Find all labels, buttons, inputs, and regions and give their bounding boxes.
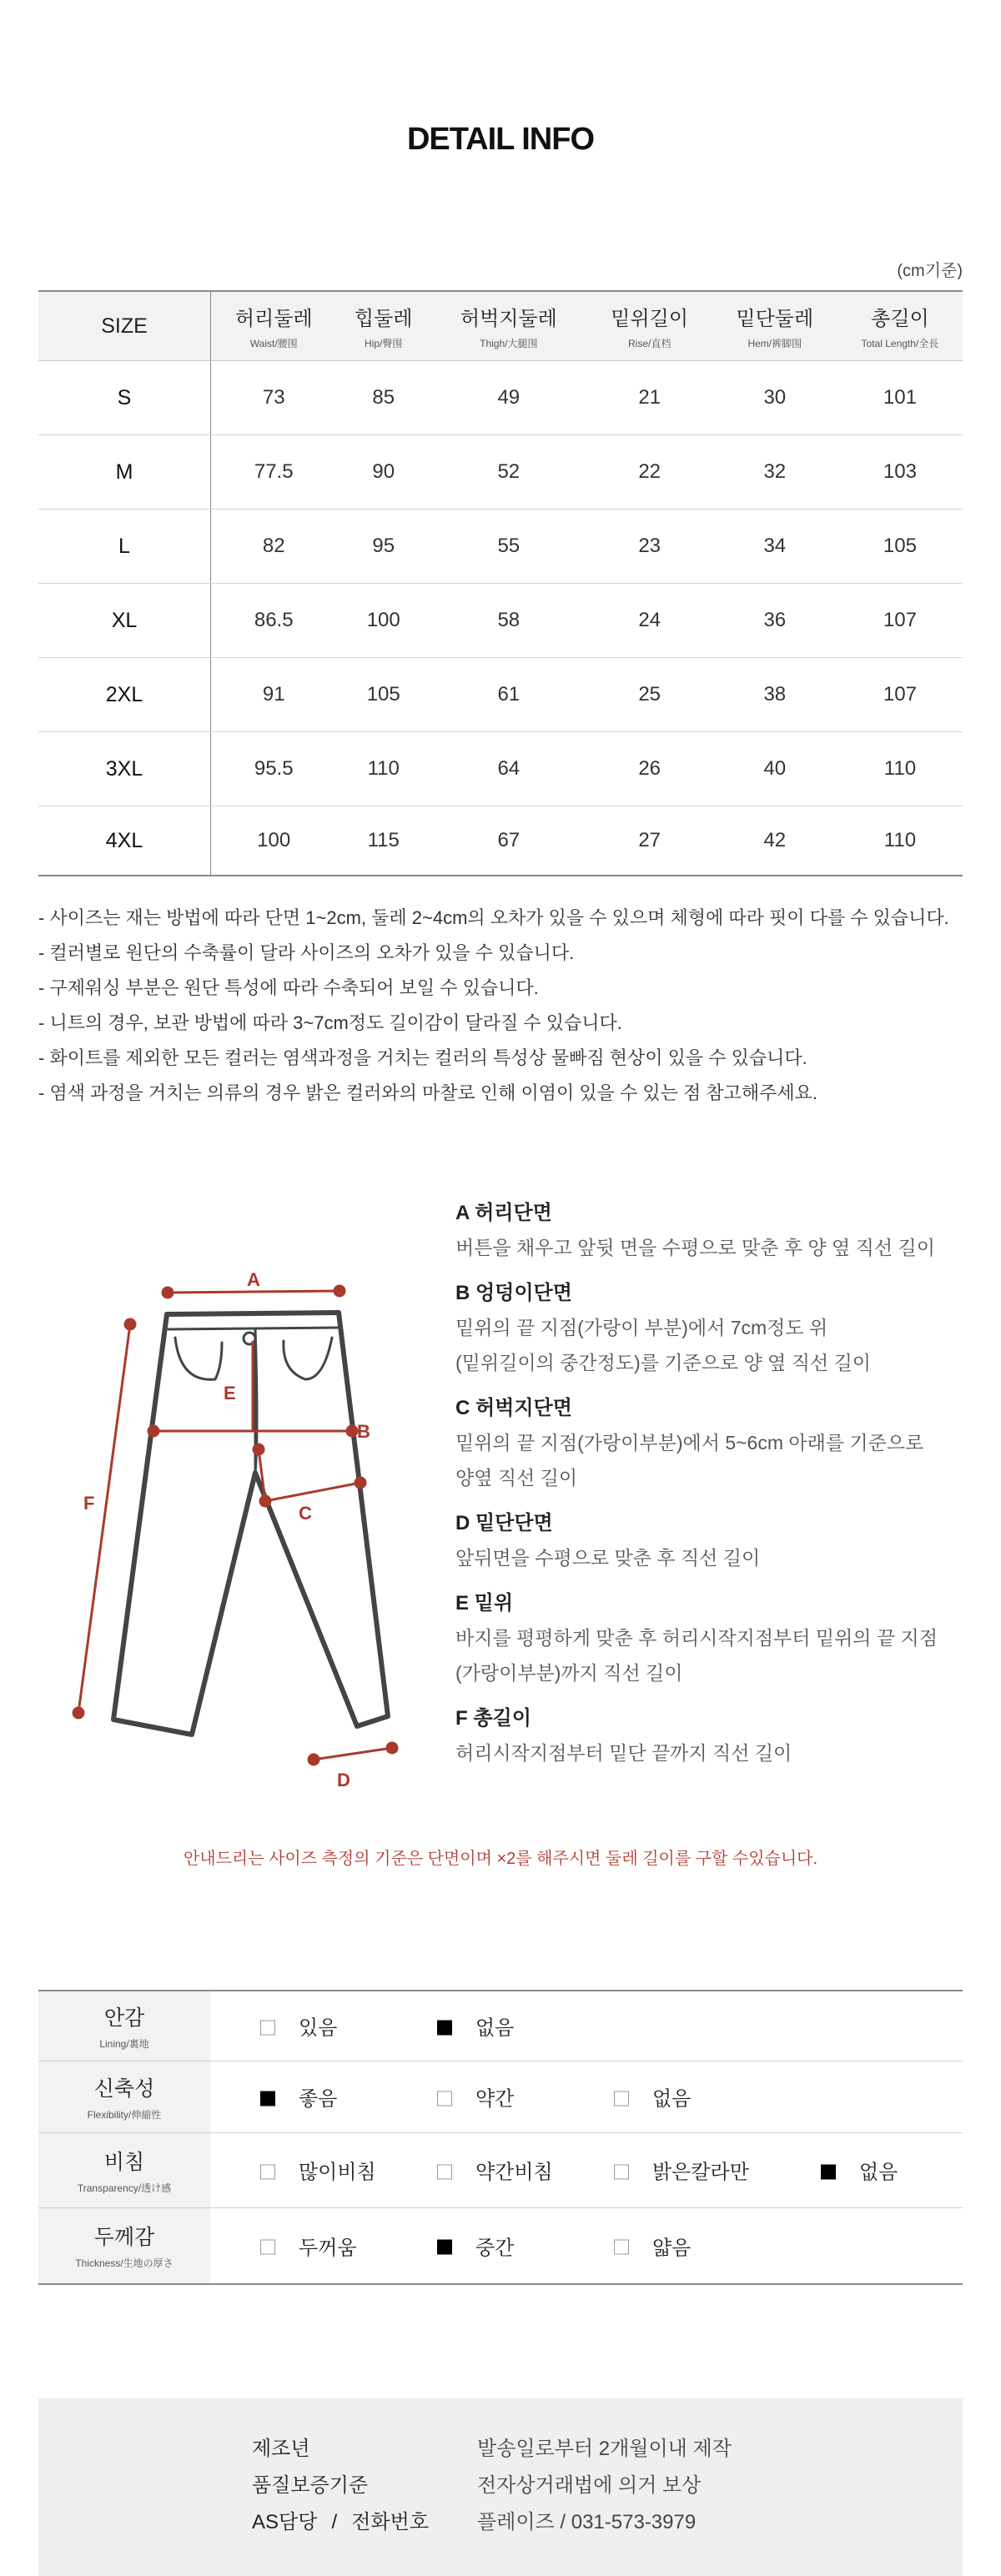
value-cell: 95.5 [211, 732, 337, 806]
size-cell: 3XL [38, 732, 211, 806]
fabric-label-ko: 신축성 [93, 2076, 155, 2101]
value-cell: 105 [838, 510, 963, 584]
value-cell: 38 [712, 658, 838, 732]
value-cell: 110 [838, 806, 963, 876]
fabric-label-ko: 두께감 [93, 2226, 155, 2250]
option-thick-medium [437, 2231, 514, 2260]
value-cell: 36 [712, 584, 838, 658]
measure-desc: (밑위길이의 중간정도)를 기준으로 양 옆 직선 길이 [455, 1352, 872, 1373]
col-sublabel: Hem/裤脚围 [747, 338, 802, 349]
option-thick-thick [260, 2231, 357, 2260]
label-f: F [83, 1493, 95, 1514]
checkbox-icon [614, 2164, 629, 2179]
value-cell: 40 [712, 732, 838, 806]
value-cell: 23 [587, 510, 712, 584]
option-label: 많이비침 [299, 2161, 376, 2184]
info-row-manufacture [252, 2432, 732, 2461]
col-hip [336, 291, 430, 361]
fabric-row-thickness [38, 2207, 963, 2284]
info-value: 발송일로부터 2개월이내 제작 [477, 2438, 732, 2460]
fabric-label [38, 1991, 210, 2061]
info-key: 품질보증기준 [252, 2474, 369, 2497]
measure-b [455, 1277, 973, 1380]
option-trans-much [260, 2156, 376, 2185]
checked-box-icon [437, 2020, 452, 2035]
fabric-options [210, 2132, 963, 2207]
col-sublabel: Hip/臀围 [365, 338, 403, 349]
option-label: 없음 [652, 2087, 692, 2111]
fabric-label [38, 2061, 210, 2132]
option-label: 약간 [475, 2087, 515, 2111]
info-row-as [252, 2505, 696, 2534]
value-cell: 90 [336, 435, 430, 510]
info-key: 제조년 [252, 2438, 310, 2460]
measure-desc: 밑위의 끝 지점(가랑이부분)에서 5~6cm 아래를 기준으로 [455, 1432, 924, 1454]
value-cell: 115 [336, 806, 430, 876]
checkbox-icon [260, 2240, 275, 2255]
measure-desc: (가랑이부분)까지 직선 길이 [455, 1662, 683, 1684]
pants-diagram [58, 1208, 425, 1790]
option-label: 밝은칼라만 [652, 2161, 749, 2184]
measure-title: D 밑단단면 [455, 1512, 553, 1534]
value-cell: 55 [430, 510, 587, 584]
value-cell: 91 [211, 658, 337, 732]
value-cell: 82 [211, 510, 337, 584]
value-cell: 34 [712, 510, 838, 584]
value-cell: 107 [838, 584, 963, 658]
option-label: 없음 [859, 2161, 898, 2184]
option-thick-thin [614, 2231, 691, 2260]
option-label: 없음 [475, 2016, 515, 2040]
measure-title: C 허벅지단면 [455, 1397, 572, 1419]
value-cell: 77.5 [211, 435, 337, 510]
measure-title: A 허리단면 [455, 1202, 552, 1224]
col-rise [587, 291, 712, 361]
value-cell: 103 [838, 435, 963, 510]
option-trans-none [821, 2156, 898, 2185]
table-row [38, 361, 963, 435]
fabric-row-transparency [38, 2132, 963, 2207]
info-row-warranty [252, 2468, 701, 2498]
value-cell: 67 [430, 806, 587, 876]
checkbox-icon [437, 2091, 452, 2106]
label-a: A [247, 1269, 260, 1290]
table-row [38, 584, 963, 658]
table-row [38, 806, 963, 876]
fabric-row-flexibility [38, 2061, 963, 2132]
note-item: - 니트의 경우, 보관 방법에 따라 3~7cm정도 길이감이 달라질 수 있습니다. [38, 1012, 622, 1033]
col-waist [211, 291, 337, 361]
value-cell: 85 [336, 361, 430, 435]
value-cell: 110 [838, 732, 963, 806]
checkbox-icon [260, 2164, 275, 2179]
checked-box-icon [437, 2240, 452, 2255]
size-table [38, 290, 963, 876]
measure-e [455, 1587, 973, 1690]
value-cell: 27 [587, 806, 712, 876]
product-info-box [38, 2398, 963, 2576]
note-item: - 컬러별로 원단의 수축률이 달라 사이즈의 오차가 있을 수 있습니다. [38, 942, 575, 963]
value-cell: 49 [430, 361, 587, 435]
fabric-label-ko: 비침 [103, 2150, 145, 2174]
measure-descriptions [455, 1197, 973, 1782]
option-lining-yes [260, 2011, 337, 2041]
note-item: - 염색 과정을 거치는 의류의 경우 밝은 컬러와의 마찰로 인해 이염이 있을 수 있는 점 참고해주세요. [38, 1082, 817, 1103]
fabric-options [210, 2061, 963, 2132]
option-label: 중간 [475, 2237, 515, 2260]
value-cell: 30 [712, 361, 838, 435]
value-cell: 22 [587, 435, 712, 510]
value-cell: 61 [430, 658, 587, 732]
col-label: 허리둘레 [234, 308, 313, 330]
col-thigh [430, 291, 587, 361]
label-d: D [337, 1770, 350, 1790]
measure-desc: 허리시작지점부터 밑단 끝까지 직선 길이 [455, 1742, 792, 1764]
size-table-header [38, 291, 963, 361]
size-cell: 2XL [38, 658, 211, 732]
option-label: 두꺼움 [299, 2237, 357, 2260]
value-cell: 95 [336, 510, 430, 584]
value-cell: 101 [838, 361, 963, 435]
measure-title: F 총길이 [455, 1707, 531, 1730]
checkbox-icon [437, 2164, 452, 2179]
label-b: B [357, 1421, 370, 1442]
value-cell: 100 [336, 584, 430, 658]
label-c: C [299, 1503, 312, 1524]
value-cell: 105 [336, 658, 430, 732]
option-label: 좋음 [299, 2087, 338, 2111]
measure-f [455, 1702, 973, 1770]
option-label: 있음 [299, 2016, 338, 2040]
checkbox-icon [260, 2020, 275, 2035]
col-sublabel: Total Length/全長 [861, 338, 939, 349]
fabric-label-en: Thickness/生地の厚さ [75, 2257, 174, 2270]
option-label: 약간비침 [475, 2161, 553, 2184]
checkbox-icon [614, 2240, 629, 2255]
value-cell: 32 [712, 435, 838, 510]
table-row [38, 732, 963, 806]
fabric-label-ko: 안감 [103, 2006, 145, 2030]
size-cell: L [38, 510, 211, 584]
col-label: 밑단둘레 [736, 308, 814, 330]
info-value: 플레이즈 / 031-573-3979 [477, 2511, 697, 2533]
option-trans-light [614, 2156, 749, 2185]
measure-d [455, 1507, 973, 1575]
notes-list [38, 906, 981, 1116]
value-cell: 86.5 [211, 584, 337, 658]
table-row [38, 510, 963, 584]
checkbox-icon [614, 2091, 629, 2106]
table-row [38, 435, 963, 510]
col-label: 힙둘레 [354, 308, 413, 330]
col-sublabel: Waist/腰围 [249, 338, 298, 349]
size-cell: 4XL [38, 806, 211, 876]
option-trans-some [437, 2156, 553, 2185]
measure-desc: 밑위의 끝 지점(가랑이 부분)에서 7cm정도 위 [455, 1317, 828, 1338]
col-label: 허벅지둘레 [460, 308, 557, 330]
measure-a [455, 1197, 973, 1265]
measure-desc: 양옆 직선 길이 [455, 1467, 578, 1489]
info-key: AS담당 / 전화번호 [252, 2511, 429, 2533]
option-label: 얇음 [652, 2237, 692, 2260]
unit-note: (cm기준) [897, 262, 963, 280]
value-cell: 26 [587, 732, 712, 806]
value-cell: 100 [211, 806, 337, 876]
size-header: SIZE [38, 291, 211, 361]
value-cell: 107 [838, 658, 963, 732]
value-cell: 64 [430, 732, 587, 806]
info-value: 전자상거래법에 의거 보상 [477, 2474, 702, 2497]
col-sublabel: Rise/直档 [628, 338, 672, 349]
fabric-options [210, 1991, 963, 2061]
size-cell: S [38, 361, 211, 435]
option-flex-some [437, 2082, 514, 2112]
fabric-label [38, 2132, 210, 2207]
measure-title: E 밑위 [455, 1592, 514, 1614]
col-label: 밑위길이 [611, 308, 689, 330]
value-cell: 58 [430, 584, 587, 658]
fabric-label-en: Flexibility/伸縮性 [87, 2108, 162, 2121]
fabric-label-en: Transparency/透け感 [77, 2182, 172, 2194]
fabric-label [38, 2207, 210, 2284]
measure-desc: 버튼을 채우고 앞뒷 면을 수평으로 맞춘 후 양 옆 직선 길이 [455, 1237, 935, 1258]
checked-box-icon [260, 2091, 275, 2106]
measure-desc: 앞뒤면을 수평으로 맞춘 후 직선 길이 [455, 1547, 761, 1569]
value-cell: 25 [587, 658, 712, 732]
measure-desc: 바지를 평평하게 맞춘 후 허리시작지점부터 밑위의 끝 지점 [455, 1627, 938, 1649]
note-item: - 사이즈는 재는 방법에 따라 단면 1~2cm, 둘레 2~4cm의 오차가 있을 수 있으며 체형에 따라 핏이 다를 수 있습니다. [38, 907, 949, 928]
fabric-label-en: Lining/裏地 [99, 2037, 149, 2050]
value-cell: 110 [336, 732, 430, 806]
size-cell: XL [38, 584, 211, 658]
col-sublabel: Thigh/大腿围 [480, 338, 538, 349]
option-flex-none [614, 2082, 691, 2112]
guide-note: 안내드리는 사이즈 측정의 기준은 단면이며 ×2를 해주시면 둘레 길이를 구할 수있습니다. [183, 1850, 818, 1868]
value-cell: 73 [211, 361, 337, 435]
measure-title: B 엉덩이단면 [455, 1282, 572, 1304]
col-label: 총길이 [871, 308, 929, 330]
pants-outline [113, 1313, 388, 1735]
col-hem [712, 291, 838, 361]
value-cell: 42 [712, 806, 838, 876]
note-item: - 구제워싱 부분은 원단 특성에 따라 수축되어 보일 수 있습니다. [38, 977, 539, 998]
size-cell: M [38, 435, 211, 510]
value-cell: 24 [587, 584, 712, 658]
fabric-row-lining [38, 1991, 963, 2061]
value-cell: 52 [430, 435, 587, 510]
value-cell: 21 [587, 361, 712, 435]
fabric-options [210, 2207, 963, 2284]
fabric-table [38, 1990, 963, 2285]
note-item: - 화이트를 제외한 모든 컬러는 염색과정을 거치는 컬러의 특성상 물빠짐 현상이 있을 수 있습니다. [38, 1047, 807, 1068]
label-e: E [224, 1383, 236, 1403]
option-lining-no [437, 2011, 514, 2041]
table-row [38, 658, 963, 732]
measure-c [455, 1392, 973, 1495]
option-flex-good [260, 2082, 337, 2112]
checked-box-icon [821, 2164, 836, 2179]
page-title: DETAIL INFO [406, 122, 595, 157]
col-length [838, 291, 963, 361]
